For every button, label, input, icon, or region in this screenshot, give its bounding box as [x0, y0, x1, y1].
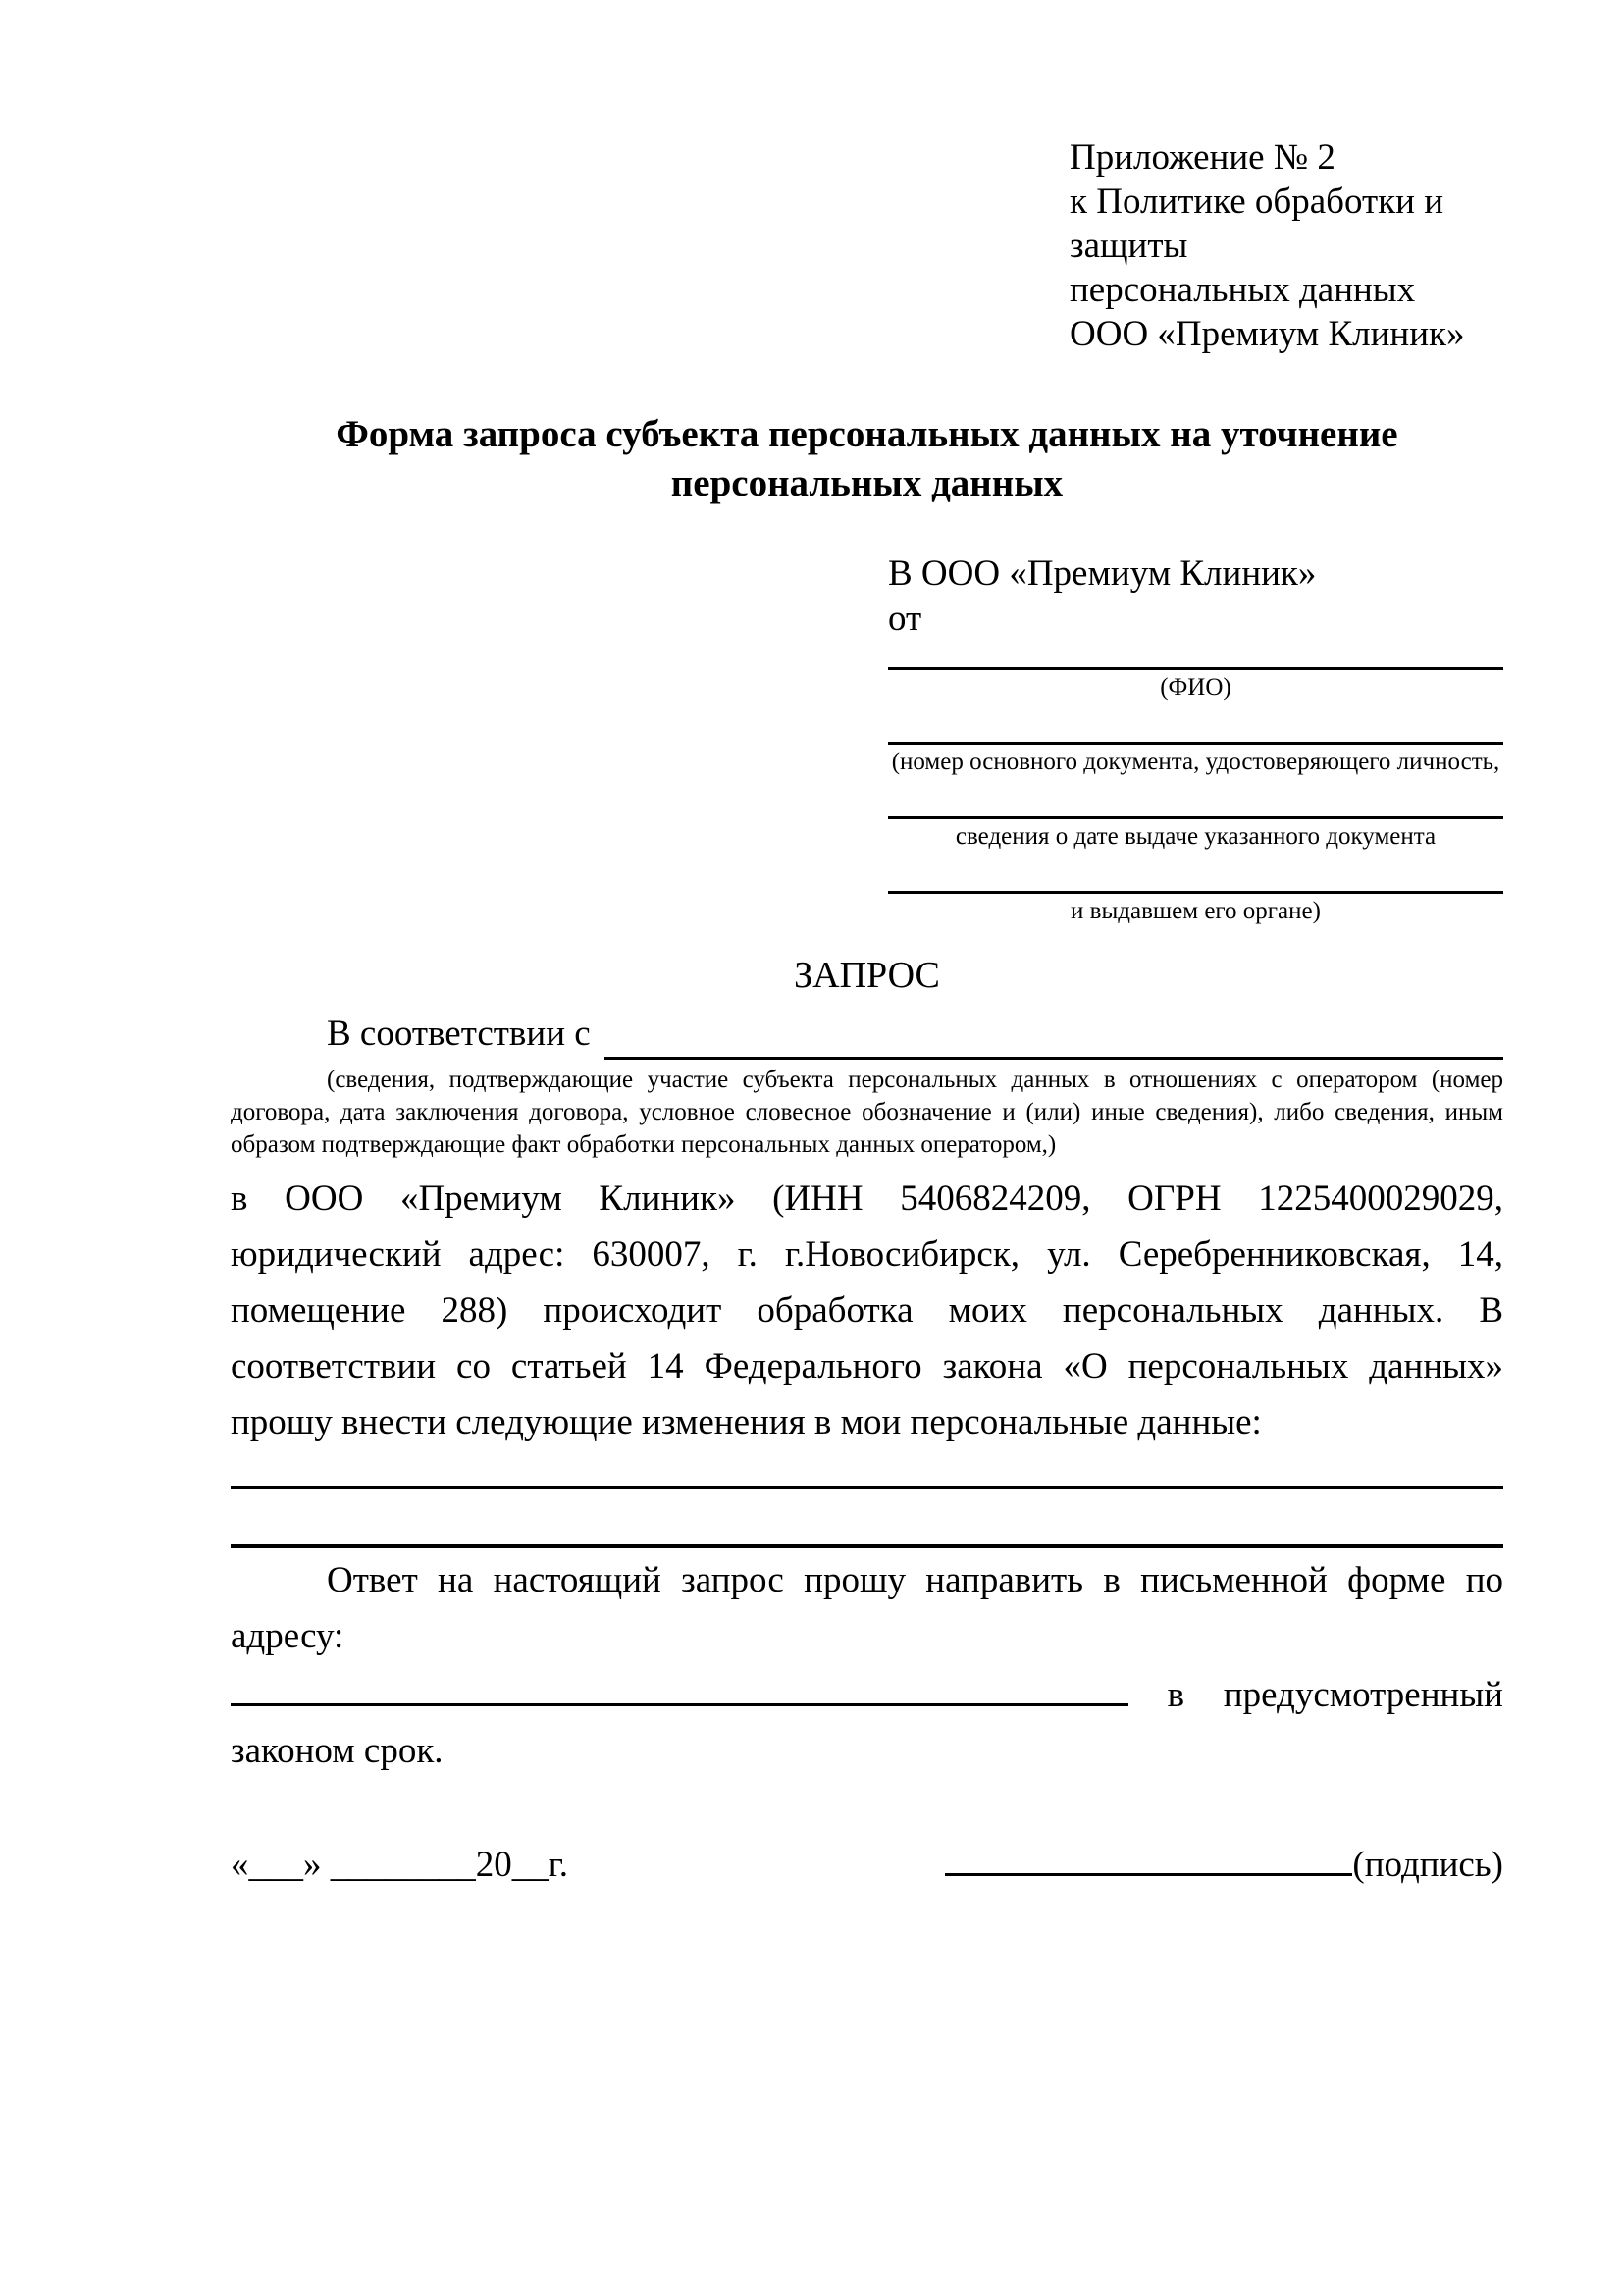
reply-word: предусмотренный	[1223, 1675, 1503, 1715]
request-heading: ЗАПРОС	[794, 955, 940, 996]
signature-area	[945, 1836, 1503, 1890]
intro-prefix: В соответствии с	[327, 1014, 591, 1054]
date-blank: «___» ________20__г.	[231, 1845, 569, 1885]
document-title: Форма запроса субъекта персональных данных на уточнение персональных данных	[336, 413, 1398, 504]
signature-caption: (подпись)	[1352, 1845, 1503, 1885]
intro-blank-line	[604, 1018, 1503, 1060]
intro-row	[231, 1009, 1503, 1060]
addressee-block	[888, 551, 1503, 926]
document-number-blank-line	[888, 716, 1503, 745]
document-number-caption: (номер основного документа, удостоверяющего личность,	[891, 749, 1500, 775]
issuing-authority-blank-line	[888, 865, 1503, 894]
changes-blank-line-1	[231, 1450, 1503, 1489]
signature-blank-line	[945, 1836, 1352, 1876]
reply-address-row	[231, 1664, 1503, 1723]
address-blank-line	[231, 1664, 1128, 1706]
issuing-authority-caption: и выдавшем его органе)	[1071, 898, 1321, 924]
reply-last-line: законом срок.	[231, 1731, 444, 1771]
issue-date-blank-line	[888, 791, 1503, 819]
footer-row	[231, 1836, 1503, 1890]
appendix-line: ООО «Премиум Клиник»	[1070, 314, 1465, 354]
addressee-from: от	[888, 599, 922, 639]
request-body: в ООО «Премиум Клиник» (ИНН 5406824209, ОГРН 1225400029029, юридический адрес: 630007, г. г.Новосибирск, ул. Серебренниковская, 14, помещение 288) происходит обработка моих персональных данных. В соответствии со статьей 14 Федерального закона «О персональных данных» прошу внести следующие изменения в мои персональные данные:	[231, 1178, 1503, 1442]
appendix-line: персональных данных	[1070, 270, 1416, 310]
issue-date-caption: сведения о дате выдаче указанного документа	[955, 823, 1437, 850]
fio-caption: (ФИО)	[1160, 674, 1231, 701]
fio-blank-line	[888, 642, 1503, 670]
intro-note: (сведения, подтверждающие участие субъекта персональных данных в отношениях с оператором (номер договора, дата заключения договора, условное словесное обозначение и (или) иные сведения), либо сведения, иным образом подтверждающие факт обработки персональных данных оператором,)	[231, 1067, 1503, 1158]
appendix-line: Приложение № 2	[1070, 137, 1335, 178]
changes-blank-line-2	[231, 1489, 1503, 1548]
reply-word: в	[1167, 1675, 1185, 1715]
addressee-to: В ООО «Премиум Клиник»	[888, 553, 1317, 594]
appendix-block	[1070, 135, 1503, 356]
appendix-line: к Политике обработки и защиты	[1070, 182, 1444, 266]
reply-first-line: Ответ на настоящий запрос прошу направить в письменной форме по адресу:	[231, 1560, 1503, 1656]
